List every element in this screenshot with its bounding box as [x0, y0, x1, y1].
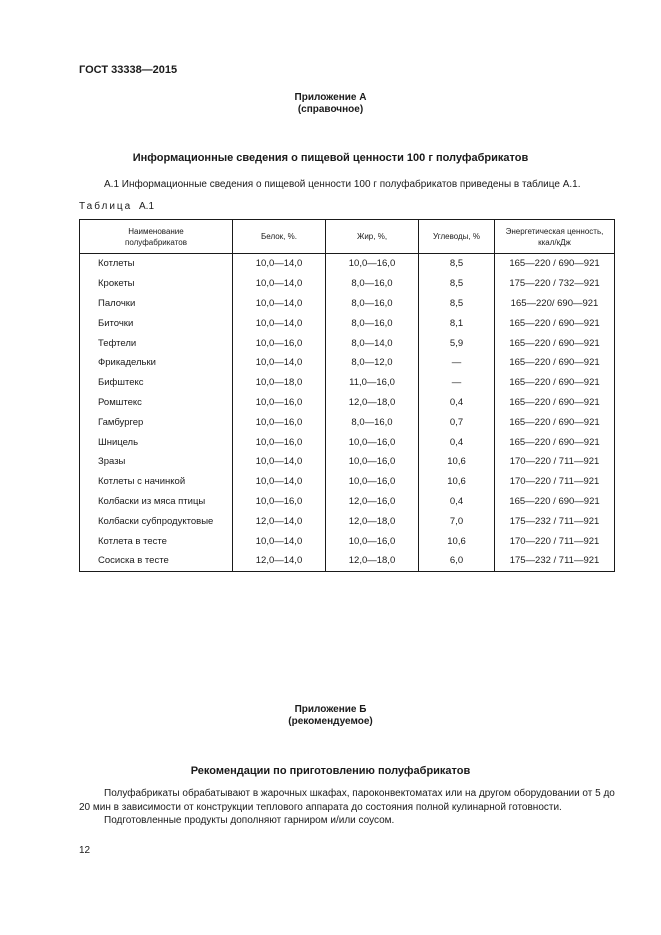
cell-protein: 10,0—14,0 [233, 254, 326, 274]
table-row [80, 393, 615, 413]
cell-carbs: — [419, 373, 495, 393]
cell-protein: 10,0—14,0 [233, 353, 326, 373]
cell-energy: 165—220 / 690—921 [495, 333, 615, 353]
cell-fat: 8,0—16,0 [326, 294, 419, 314]
cell-name: Колбаски из мяса птицы [80, 492, 233, 512]
column-header-fat: Жир, %, [326, 220, 419, 254]
annex-b-heading: Рекомендации по приготовлению полуфабрикатов [190, 765, 471, 777]
cell-fat: 10,0—16,0 [326, 452, 419, 472]
cell-fat: 10,0—16,0 [326, 531, 419, 551]
cell-fat: 8,0—16,0 [326, 313, 419, 333]
table-row [80, 452, 615, 472]
cell-protein: 10,0—14,0 [233, 313, 326, 333]
cell-energy: 175—232 / 711—921 [495, 511, 615, 531]
cell-protein: 10,0—18,0 [233, 373, 326, 393]
column-header-protein: Белок, %. [233, 220, 326, 254]
annex-a-subtitle: (справочное) [297, 104, 364, 115]
annex-b-paragraph: Подготовленные продукты дополняют гарниром и/или соусом. [104, 815, 395, 826]
table-row [80, 353, 615, 373]
cell-protein: 12,0—14,0 [233, 551, 326, 571]
cell-fat: 8,0—14,0 [326, 333, 419, 353]
annex-b-subtitle: (рекомендуемое) [288, 716, 373, 727]
cell-carbs: 8,1 [419, 313, 495, 333]
table-row [80, 333, 615, 353]
cell-fat: 12,0—18,0 [326, 551, 419, 571]
cell-protein: 10,0—14,0 [233, 472, 326, 492]
cell-protein: 10,0—14,0 [233, 294, 326, 314]
cell-name: Гамбургер [80, 412, 233, 432]
cell-fat: 11,0—16,0 [326, 373, 419, 393]
table-row [80, 313, 615, 333]
annex-a-intro: А.1 Информационные сведения о пищевой ценности 100 г полуфабрикатов приведены в таблице А.1. [104, 179, 581, 190]
cell-fat: 8,0—12,0 [326, 353, 419, 373]
cell-energy: 165—220 / 690—921 [495, 432, 615, 452]
table-row [80, 373, 615, 393]
cell-name: Крокеты [80, 274, 233, 294]
page-header-standard: ГОСТ 33338—2015 [79, 64, 178, 76]
cell-energy: 175—220 / 732—921 [495, 274, 615, 294]
cell-carbs: 8,5 [419, 294, 495, 314]
cell-name: Шницель [80, 432, 233, 452]
table-row [80, 492, 615, 512]
cell-carbs: 5,9 [419, 333, 495, 353]
column-header-name: Наименование полуфабрикатов [80, 220, 233, 254]
cell-energy: 170—220 / 711—921 [495, 472, 615, 492]
table-header-row [80, 220, 615, 254]
cell-protein: 10,0—14,0 [233, 274, 326, 294]
cell-carbs: 0,4 [419, 492, 495, 512]
cell-protein: 10,0—14,0 [233, 452, 326, 472]
table-body [80, 254, 615, 572]
table-row [80, 432, 615, 452]
table-row [80, 472, 615, 492]
cell-name: Ромштекс [80, 393, 233, 413]
cell-carbs: 10,6 [419, 452, 495, 472]
nutrition-table [79, 219, 615, 572]
table-row [80, 412, 615, 432]
cell-energy: 170—220 / 711—921 [495, 531, 615, 551]
table-row [80, 531, 615, 551]
column-header-carbs: Углеводы, % [419, 220, 495, 254]
table-row [80, 254, 615, 274]
cell-name: Биточки [80, 313, 233, 333]
cell-name: Бифштекс [80, 373, 233, 393]
cell-energy: 165—220/ 690—921 [495, 294, 615, 314]
cell-energy: 165—220 / 690—921 [495, 393, 615, 413]
cell-name: Колбаски субпродуктовые [80, 511, 233, 531]
cell-fat: 10,0—16,0 [326, 472, 419, 492]
cell-protein: 10,0—16,0 [233, 412, 326, 432]
table-label-word: Таблица [79, 201, 133, 212]
cell-carbs: 8,5 [419, 274, 495, 294]
annex-b-body [79, 787, 621, 828]
cell-carbs: 0,7 [419, 412, 495, 432]
cell-name: Тефтели [80, 333, 233, 353]
cell-name: Сосиска в тесте [80, 551, 233, 571]
cell-energy: 165—220 / 690—921 [495, 373, 615, 393]
cell-carbs: — [419, 353, 495, 373]
cell-fat: 10,0—16,0 [326, 432, 419, 452]
cell-name: Зразы [80, 452, 233, 472]
cell-protein: 12,0—14,0 [233, 511, 326, 531]
cell-protein: 10,0—16,0 [233, 333, 326, 353]
cell-energy: 165—220 / 690—921 [495, 492, 615, 512]
cell-name: Палочки [80, 294, 233, 314]
cell-protein: 10,0—14,0 [233, 531, 326, 551]
table-row [80, 274, 615, 294]
cell-fat: 10,0—16,0 [326, 254, 419, 274]
cell-fat: 12,0—18,0 [326, 511, 419, 531]
annex-a-title-block [0, 92, 661, 116]
cell-name: Фрикадельки [80, 353, 233, 373]
cell-carbs: 0,4 [419, 393, 495, 413]
annex-a-title: Приложение А [294, 92, 367, 103]
cell-name: Котлета в тесте [80, 531, 233, 551]
cell-carbs: 8,5 [419, 254, 495, 274]
cell-fat: 12,0—18,0 [326, 393, 419, 413]
table-row [80, 511, 615, 531]
cell-protein: 10,0—16,0 [233, 432, 326, 452]
cell-fat: 8,0—16,0 [326, 274, 419, 294]
cell-energy: 165—220 / 690—921 [495, 254, 615, 274]
cell-carbs: 0,4 [419, 432, 495, 452]
column-header-energy: Энергетическая ценность, ккал/кДж [495, 220, 615, 254]
cell-protein: 10,0—16,0 [233, 393, 326, 413]
cell-energy: 165—220 / 690—921 [495, 412, 615, 432]
cell-carbs: 6,0 [419, 551, 495, 571]
table-label [79, 201, 154, 212]
cell-carbs: 7,0 [419, 511, 495, 531]
table-row [80, 294, 615, 314]
cell-energy: 170—220 / 711—921 [495, 452, 615, 472]
page-number: 12 [79, 845, 91, 856]
cell-energy: 165—220 / 690—921 [495, 353, 615, 373]
table-row [80, 551, 615, 571]
annex-b-title: Приложение Б [294, 704, 367, 715]
table-label-number: А.1 [139, 201, 155, 212]
cell-protein: 10,0—16,0 [233, 492, 326, 512]
annex-b-title-block [0, 704, 661, 728]
cell-fat: 12,0—16,0 [326, 492, 419, 512]
cell-fat: 8,0—16,0 [326, 412, 419, 432]
cell-carbs: 10,6 [419, 531, 495, 551]
cell-name: Котлеты [80, 254, 233, 274]
cell-energy: 165—220 / 690—921 [495, 313, 615, 333]
cell-name: Котлеты с начинкой [80, 472, 233, 492]
cell-energy: 175—232 / 711—921 [495, 551, 615, 571]
annex-a-heading: Информационные сведения о пищевой ценности 100 г полуфабрикатов [132, 152, 529, 164]
cell-carbs: 10,6 [419, 472, 495, 492]
annex-b-paragraph: Полуфабрикаты обрабатывают в жарочных шкафах, пароконвектоматах или на другом оборудовании от 5 до 20 мин в зависимости от конструкции теплового аппарата до состояния полной кулинарной готовности. [79, 788, 615, 813]
